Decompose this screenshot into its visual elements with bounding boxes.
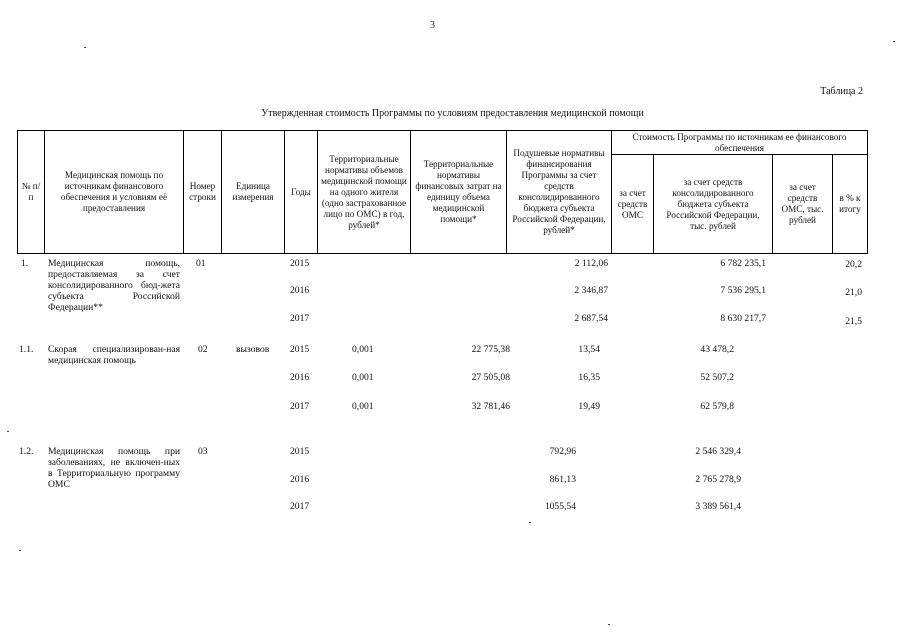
budget-value: 7 536 295,1 <box>720 285 766 296</box>
year: 2015 <box>290 344 310 355</box>
per-capita-value: 2 112,06 <box>574 258 608 269</box>
scan-speck <box>529 522 531 523</box>
budget-value: 2 546 329,4 <box>695 446 741 457</box>
scan-speck <box>7 431 9 432</box>
header-cost-norm: Территориальные нормативы финансовых затрат на единицу объема медицинской помощи* <box>410 130 507 254</box>
row-code: 01 <box>196 258 206 269</box>
header-care: Медицинская помощь по источникам финансового обеспечения и условиям её предоставления <box>44 130 184 254</box>
header-volume-norm: Территориальные нормативы объемов медицинской помощи на одного жителя (одно застрахованное лицо по ОМС) в год, рублей* <box>317 130 411 254</box>
row-code: 03 <box>198 446 208 457</box>
year: 2017 <box>290 313 310 324</box>
budget-value: 2 765 278,9 <box>695 474 741 485</box>
percent-value: 21,0 <box>845 287 862 298</box>
volume-norm-value: 0,001 <box>352 401 374 412</box>
header-percent: в % к итогу <box>832 154 868 254</box>
header-budget-total: за счет средств консолидированного бюджета субъекта Российской Федерации, тыс. рублей <box>653 154 773 254</box>
header-years: Годы <box>284 130 318 254</box>
per-capita-value: 2 687,54 <box>574 313 608 324</box>
scan-speck <box>84 47 86 48</box>
year: 2015 <box>290 258 310 269</box>
header-per-capita: Подушевые нормативы финансирования Программы за счет средств консолидированного бюджета субъекта Российской Федерации, рублей* <box>506 130 612 254</box>
percent-value: 20,2 <box>845 259 862 270</box>
percent-value: 21,5 <box>845 316 862 327</box>
per-capita-value: 19,49 <box>578 401 600 412</box>
row-num: 1.1. <box>19 344 34 355</box>
year: 2016 <box>290 474 310 485</box>
row-name: Скорая специализирован-ная медицинская помощь <box>48 344 180 366</box>
volume-norm-value: 0,001 <box>352 344 374 355</box>
per-capita-value: 16,35 <box>578 372 600 383</box>
per-capita-value: 1055,54 <box>544 501 576 512</box>
scan-speck <box>19 550 21 551</box>
budget-value: 52 507,2 <box>700 372 734 383</box>
budget-value: 6 782 235,1 <box>720 258 766 269</box>
table-label: Таблица 2 <box>820 86 863 97</box>
per-capita-value: 2 346,87 <box>574 285 608 296</box>
year: 2017 <box>290 401 310 412</box>
page-number: 3 <box>430 20 435 31</box>
budget-value: 43 478,2 <box>700 344 734 355</box>
document-title: Утвержденная стоимость Программы по условиям предоставления медицинской помощи <box>261 108 644 119</box>
year: 2016 <box>290 285 310 296</box>
header-row-no: Номер строки <box>183 130 222 254</box>
header-unit: Единица измерения <box>221 130 285 254</box>
scan-speck <box>893 41 895 42</box>
year: 2016 <box>290 372 310 383</box>
per-capita-value: 861,13 <box>549 474 576 485</box>
header-num: № п/п <box>17 130 45 254</box>
cost-norm-value: 27 505,08 <box>471 372 510 383</box>
header-group: Стоимость Программы по источникам ее финансового обеспечения <box>611 130 868 155</box>
budget-value: 3 389 561,4 <box>695 501 741 512</box>
scan-speck <box>608 624 610 625</box>
header-oms-funds: за счет средств ОМС <box>611 154 654 254</box>
year: 2015 <box>290 446 310 457</box>
budget-value: 62 579,8 <box>700 401 734 412</box>
volume-norm-value: 0,001 <box>352 372 374 383</box>
row-code: 02 <box>198 344 208 355</box>
row-num: 1.2. <box>19 446 34 457</box>
row-name: Медицинская помощь, предоставляемая за счет консолидированного бюд-жета субъекта Российской Федерации** <box>48 258 180 313</box>
unit-value: вызовов <box>236 344 270 355</box>
row-num: 1. <box>21 258 29 269</box>
per-capita-value: 13,54 <box>578 344 600 355</box>
per-capita-value: 792,96 <box>549 446 576 457</box>
row-name: Медицинская помощь при заболеваниях, не включен-ных в Территориальную программу ОМС <box>48 446 180 490</box>
budget-value: 8 630 217,7 <box>720 313 766 324</box>
cost-norm-value: 22 775,38 <box>471 344 510 355</box>
year: 2017 <box>290 501 310 512</box>
cost-norm-value: 32 781,46 <box>471 401 510 412</box>
header-oms-total: за счет средств ОМС, тыс. рублей <box>772 154 833 254</box>
